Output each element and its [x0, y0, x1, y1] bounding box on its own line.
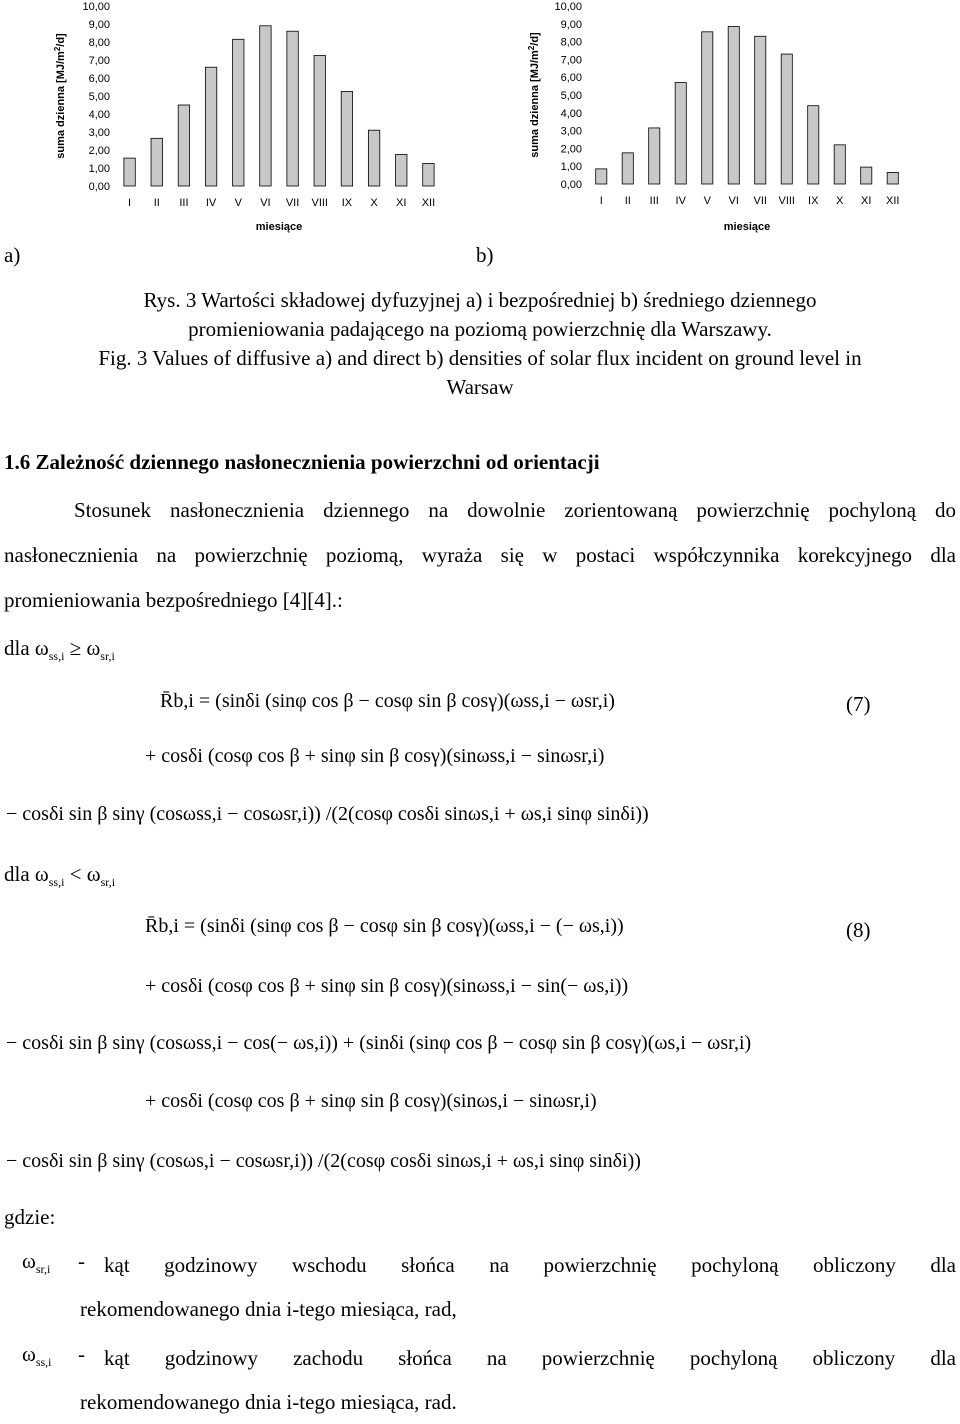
chart-b-y-tick-label: 9,00: [560, 18, 582, 31]
chart-b-bar: [728, 26, 739, 184]
condition-1: [4, 636, 115, 664]
panel-label-a: a): [4, 243, 21, 267]
chart-a-x-tick-label: VII: [285, 197, 300, 209]
chart-a-x-tick-label: IV: [205, 197, 217, 209]
chart-b-bar: [808, 106, 819, 184]
eq8-line2: + cosδi (cosφ cos β + sinφ sin β cosγ)(sinωss,i − sin(− ωs,i)): [145, 975, 629, 997]
chart-b-x-tick-label: IX: [808, 195, 819, 207]
chart-b-bar: [755, 36, 766, 184]
chart-a-bar: [124, 158, 135, 186]
chart-b-bar: [702, 32, 713, 184]
chart-b-y-tick-label: 4,00: [560, 107, 582, 120]
chart-a-bar: [151, 138, 162, 186]
chart-a-x-tick-label: XI: [396, 197, 407, 209]
chart-a-y-tick-label: 3,00: [88, 127, 110, 139]
chart-b-y-tick-label: 2,00: [560, 143, 582, 156]
sunrise-sub: sr,i: [35, 1262, 51, 1277]
glossary-label: gdzie:: [4, 1205, 56, 1229]
chart-b-bar: [675, 83, 686, 184]
chart-b-y-tick-label: 3,00: [560, 125, 582, 138]
sunrise-desc-line1: kąt godzinowy wschodu słońca na powierzchnię pochyloną obliczony dla: [104, 1253, 956, 1277]
section-paragraph: [4, 488, 956, 623]
chart-a-bar: [341, 92, 352, 187]
cond2-sub2: sr,i: [100, 875, 116, 890]
chart-diffuse-svg: [0, 0, 460, 240]
eq7-line3: − cosδi sin β sinγ (cosωss,i − cosωsr,i)) /(2(cosφ cosδi sinωs,i + ωs,i sinφ sinδi)): [6, 803, 649, 825]
chart-b-x-tick-label: VII: [753, 195, 767, 207]
chart-b-x-tick-label: X: [836, 195, 844, 207]
chart-b-x-tick-label: V: [703, 195, 711, 207]
chart-b-x-tick-label: VI: [728, 195, 739, 207]
sunset-desc: [104, 1336, 956, 1380]
chart-b-x-tick-label: I: [599, 195, 603, 207]
chart-a-x-tick-label: VIII: [311, 197, 329, 209]
chart-a-x-tick-label: IX: [341, 197, 353, 209]
chart-a-y-axis-label: suma dzienna $[MJ/m^2/d]$: [53, 33, 67, 159]
chart-b-x-tick-label: XI: [861, 195, 872, 207]
chart-a-y-tick-label: 1,00: [88, 163, 110, 175]
chart-b-y-tick-label: 0,00: [560, 179, 582, 191]
eq8-number: (8): [846, 918, 871, 942]
chart-direct-svg: [500, 0, 960, 240]
chart-b-bar: [622, 153, 633, 184]
cond1-lead: dla ω: [4, 636, 49, 660]
sunrise-dash: -: [78, 1249, 85, 1273]
sunrise-desc-line2: rekomendowanego dnia i-tego miesiąca, rad,: [80, 1297, 457, 1321]
condition-2: [4, 862, 115, 890]
chart-a-bar: [396, 155, 407, 187]
sunrise-desc: [104, 1243, 956, 1287]
eq7-line2: + cosδi (cosφ cos β + sinφ sin β cosγ)(sinωss,i − sinωsr,i): [145, 745, 605, 767]
chart-a-y-tick-label: 2,00: [88, 145, 110, 157]
sunset-sub: ss,i: [35, 1355, 52, 1370]
chart-a-y-tick-label: 10,00: [82, 1, 110, 13]
chart-a-bar: [233, 39, 244, 186]
chart-b-y-tick-label: 8,00: [560, 36, 582, 49]
chart-a-y-tick-label: 8,00: [88, 37, 110, 49]
cond1-sub1: ss,i: [48, 649, 65, 664]
eq7-line1: R̄b,i = (sinδi (sinφ cos β − cosφ sin β cosγ)(ωss,i − ωsr,i): [160, 690, 615, 712]
chart-a-x-tick-label: VI: [260, 197, 271, 209]
chart-b-y-tick-label: 6,00: [560, 72, 582, 85]
chart-a-bar: [423, 164, 434, 187]
chart-a-y-tick-label: 6,00: [88, 73, 110, 85]
chart-b-bar: [781, 54, 792, 184]
chart-a-x-tick-label: X: [370, 197, 378, 209]
caption-en-line1: Fig. 3 Values of diffusive a) and direct b) densities of solar flux incident on ground level in: [98, 346, 862, 370]
chart-a-x-axis-label: miesiące: [255, 221, 303, 233]
sunset-dash: -: [78, 1342, 85, 1366]
chart-b-bar: [861, 167, 872, 184]
eq8-line1: R̄b,i = (sinδi (sinφ cos β − cosφ sin β cosγ)(ωss,i − (− ωs,i)): [145, 915, 624, 937]
caption-pl-line2: promieniowania padającego na poziomą powierzchnię dla Warszawy.: [188, 317, 772, 341]
caption-en-line2: Warsaw: [446, 375, 514, 399]
chart-a-y-tick-label: 0,00: [88, 181, 110, 193]
sunrise-omega: ω: [22, 1249, 36, 1273]
chart-a-y-tick-label: 7,00: [88, 55, 110, 67]
sunset-desc-line2: rekomendowanego dnia i-tego miesiąca, rad.: [80, 1390, 457, 1414]
chart-direct: [500, 0, 960, 240]
chart-b-x-tick-label: III: [649, 195, 659, 207]
chart-b-bar: [596, 169, 607, 184]
eq7-number: (7): [846, 692, 871, 716]
chart-a-x-tick-label: I: [128, 197, 132, 209]
chart-b-x-axis-label: miesiące: [723, 221, 771, 233]
sunset-symbol: [22, 1342, 52, 1370]
cond2-lead: dla ω: [4, 862, 49, 886]
panel-label-b: b): [476, 243, 494, 267]
chart-a-bar: [178, 105, 189, 186]
chart-b-bar: [834, 145, 845, 184]
figure-caption: [0, 286, 960, 402]
chart-a-bar: [287, 31, 298, 186]
chart-b-x-tick-label: IV: [675, 195, 686, 207]
chart-diffuse: [0, 0, 460, 240]
eq8-line4: + cosδi (cosφ cos β + sinφ sin β cosγ)(sinωs,i − sinωsr,i): [145, 1090, 597, 1112]
caption-pl-line1: Rys. 3 Wartości składowej dyfuzyjnej a) i bezpośredniej b) średniego dziennego: [143, 288, 817, 312]
sunrise-symbol: [22, 1249, 50, 1277]
eq8-line5: − cosδi sin β sinγ (cosωs,i − cosωsr,i)) /(2(cosφ cosδi sinωs,i + ωs,i sinφ sinδi)): [6, 1150, 641, 1172]
sunset-desc-line1: kąt godzinowy zachodu słońca na powierzchnię pochyloną obliczony dla: [104, 1346, 956, 1370]
cond2-sub1: ss,i: [48, 875, 65, 890]
chart-a-x-tick-label: V: [234, 197, 242, 209]
cond1-rel: ≥ ω: [64, 636, 101, 660]
chart-b-y-tick-label: 5,00: [560, 90, 582, 102]
chart-b-x-tick-label: II: [624, 195, 631, 207]
chart-a-bar: [260, 26, 271, 186]
chart-b-y-tick-label: 1,00: [560, 161, 582, 174]
chart-a-y-tick-label: 5,00: [88, 91, 110, 103]
chart-a-bar: [368, 130, 379, 186]
chart-b-x-tick-label: XII: [886, 195, 900, 207]
chart-b-x-tick-label: VIII: [778, 195, 796, 207]
cond1-sub2: sr,i: [100, 649, 115, 664]
chart-a-bar: [314, 56, 325, 187]
chart-b-y-tick-label: 7,00: [560, 54, 582, 67]
chart-a-x-tick-label: XII: [421, 197, 436, 209]
chart-b-y-axis-label: suma dzienna $[MJ/m^2/d]$: [527, 32, 541, 158]
chart-a-x-tick-label: III: [179, 197, 189, 209]
chart-a-x-tick-label: II: [153, 197, 160, 209]
chart-b-bar: [649, 128, 660, 184]
chart-a-y-tick-label: 9,00: [88, 19, 110, 31]
section-heading: 1.6 Zależność dziennego nasłonecznienia powierzchni od orientacji: [4, 450, 600, 474]
sunset-omega: ω: [22, 1342, 36, 1366]
eq8-line3: − cosδi sin β sinγ (cosωss,i − cos(− ωs,i)) + (sinδi (sinφ cos β − cosφ sin β cosγ)(ωs,i − ωsr,i): [6, 1032, 752, 1054]
chart-b-y-tick-label: 10,00: [554, 1, 582, 13]
chart-b-bar: [887, 172, 898, 184]
paragraph-text: Stosunek nasłonecznienia dziennego na dowolnie zorientowaną powierzchnię pochyloną do nasłonecznienia na powierzchnię poziomą, wyraża się w postaci współczynnika korekcyjnego dla promieniowania bezpośredniego [4][4].:: [4, 498, 956, 612]
cond2-rel: < ω: [64, 862, 101, 886]
chart-a-y-tick-label: 4,00: [88, 109, 110, 121]
chart-a-bar: [205, 67, 216, 186]
